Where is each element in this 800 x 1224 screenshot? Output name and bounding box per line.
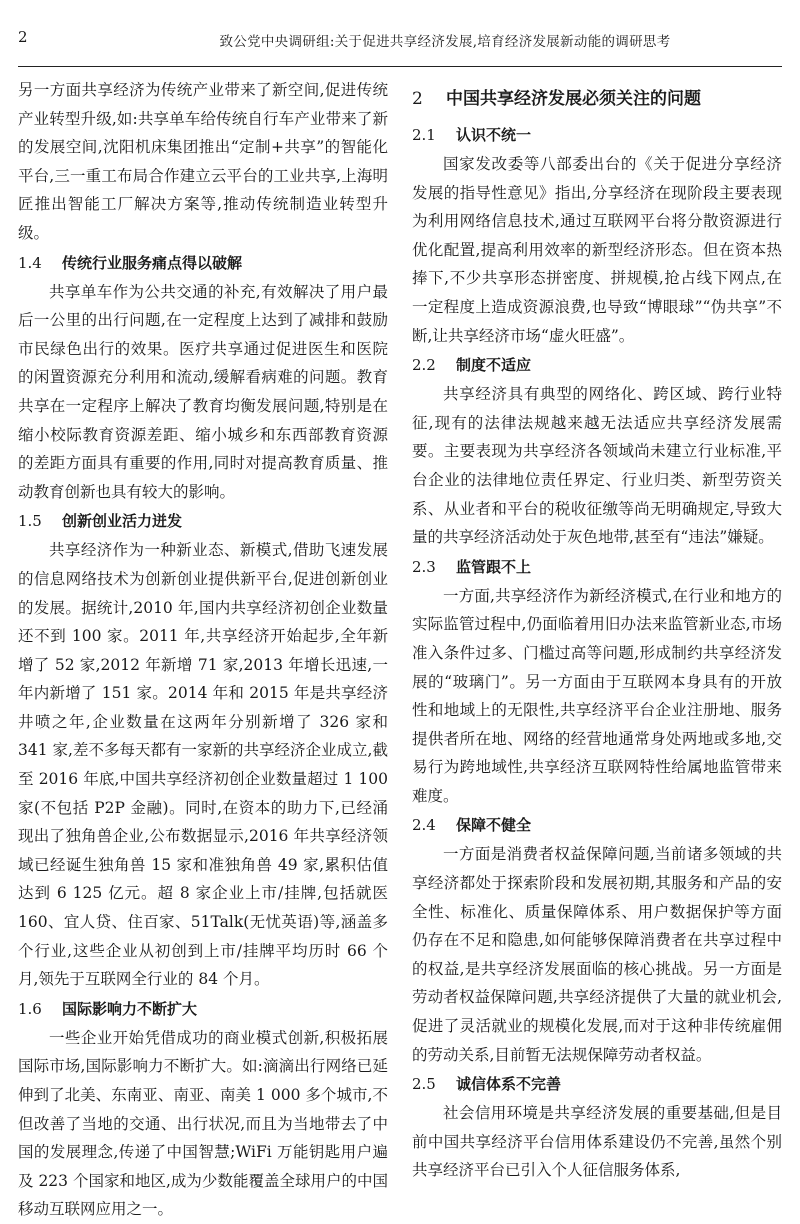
page-number: 2 xyxy=(18,28,28,46)
section-title: 传统行业服务痛点得以破解 xyxy=(62,253,243,272)
section-number: 2.2 xyxy=(412,356,436,375)
section-1-4-body: 共享单车作为公共交通的补充,有效解决了用户最后一公里的出行问题,在一定程度上达到了减排和鼓励市民绿色出行的效果。医疗共享通过促进医生和医院的闲置资源充分利用和流动,缓解看病难的问题。教育共享在一定程序上解决了教育均衡发展问题,特别是在缩小校际教育资源差距、缩小城乡和东西部教育资源的差距方面具有重要的作用,同时对提高教育质量、推动教育创新也具有较大的影响。 xyxy=(18,282,388,501)
right-column xyxy=(412,76,782,1185)
section-title: 保障不健全 xyxy=(456,816,532,835)
section-title: 创新创业活力迸发 xyxy=(62,512,183,531)
section-number: 2 xyxy=(412,89,423,109)
section-2-1-heading xyxy=(412,122,782,148)
section-2-3-body: 一方面,共享经济作为新经济模式,在行业和地方的实际监管过程中,仍面临着用旧办法来监管新业态,市场准入条件过多、门槛过高等问题,形成制约共享经济发展的“玻璃门”。另一方面由于互联网本身具有的开放性和地域上的无限性,共享经济平台企业注册地、服务提供者所在地、网络的经营地通常身处两地或多地,交易行为跨地域性,共享经济互联网特性给属地监管带来难度。 xyxy=(412,586,782,805)
running-title: 致公党中央调研组:关于促进共享经济发展,培育经济发展新动能的调研思考 xyxy=(219,34,671,50)
section-title: 中国共享经济发展必须关注的问题 xyxy=(446,89,701,109)
section-number: 2.5 xyxy=(412,1075,436,1094)
section-title: 制度不适应 xyxy=(456,356,532,375)
section-title: 监管跟不上 xyxy=(456,557,532,576)
section-2-1-body: 国家发改委等八部委出台的《关于促进分享经济发展的指导性意见》指出,分享经济在现阶段主要表现为利用网络信息技术,通过互联网平台将分散资源进行优化配置,提高利用效率的新型经济形态。但在资本热捧下,不少共享形态拼密度、拼规模,抢占线下网点,在一定程度上造成资源浪费,也导致“博眼球”“伪共享”不断,让共享经济市场“虚火旺盛”。 xyxy=(412,155,782,345)
section-title: 国际影响力不断扩大 xyxy=(62,999,198,1018)
running-header xyxy=(18,26,782,67)
section-number: 1.6 xyxy=(18,999,42,1018)
section-1-5-heading xyxy=(18,508,388,534)
section-1-4-heading xyxy=(18,250,388,276)
section-number: 2.3 xyxy=(412,557,436,576)
section-2-5-body: 社会信用环境是共享经济发展的重要基础,但是目前中国共享经济平台信用体系建设仍不完善,虽然个别共享经济平台已引入个人征信服务体系, xyxy=(412,1104,782,1180)
section-1-5-body: 共享经济作为一种新业态、新模式,借助飞速发展的信息网络技术为创新创业提供新平台,促进创新创业的发展。据统计,2010 年,国内共享经济初创企业数量还不到 100 家。2011 年,共享经济开始起步,全年新增了 52 家,2012 年新增 71 家,2013 年增长迅速,一年内新增了 151 家。2014 年和 2015 年是共享经济井喷之年,企业数量在这两年分别新增了 326 家和 341 家,差不多每天都有一家新的共享经济企业成立,截至 2016 年底,中国共享经济初创企业数量超过 1 100 家(不包括 P2P 金融)。同时,在资本的助力下,已经涌现出了独角兽企业,公布数据显示,2016 年共享经济领域已经诞生独角兽 15 家和准独角兽 49 家,累积估值达到 6 125 亿元。超 8 家企业上市/挂牌,包括就医 160、宜人贷、住百家、51Talk(无忧英语)等,涵盖多个行业,这些企业从初创到上市/挂牌平均历时 66 个月,领先于互联网全行业的 84 个月。 xyxy=(18,541,388,989)
section-number: 2.1 xyxy=(412,126,436,144)
intro-paragraph: 另一方面共享经济为传统产业带来了新空间,促进传统产业转型升级,如:共享单车给传统自行车产业带来了新的发展空间,沈阳机床集团推出“定制+共享”的智能化平台,三一重工布局合作建立云平台的工业共享,上海明匠推出智能工厂解决方案等,推动传统制造业转型升级。 xyxy=(18,81,388,242)
section-2-5-heading xyxy=(412,1071,782,1097)
section-2-heading xyxy=(412,86,782,112)
section-number: 2.4 xyxy=(412,816,436,835)
section-2-3-heading xyxy=(412,554,782,580)
section-2-4-body: 一方面是消费者权益保障问题,当前诸多领域的共享经济都处于探索阶段和发展初期,其服务和产品的安全性、标准化、质量保障体系、用户数据保护等方面仍存在不足和隐患,如何能够保障消费者在共享过程中的权益,是共享经济发展面临的核心挑战。另一方面是劳动者权益保障问题,共享经济提供了大量的就业机会,促进了灵活就业的规模化发展,而对于这种非传统雇佣的劳动关系,目前暂无法规保障劳动者权益。 xyxy=(412,845,782,1064)
section-number: 1.4 xyxy=(18,253,42,272)
section-1-6-body: 一些企业开始凭借成功的商业模式创新,积极拓展国际市场,国际影响力不断扩大。如:滴滴出行网络已延伸到了北美、东南亚、南亚、南美 1 000 多个城市,不但改善了当地的交通、出行状况,而且为当地带去了中国的发展理念,传递了中国智慧;WiFi 万能钥匙用户遍及 223 个国家和地区,成为少数能覆盖全球用户的中国移动互联网应用之一。 xyxy=(18,1028,388,1219)
section-2-4-heading xyxy=(412,812,782,838)
section-2-2-heading xyxy=(412,352,782,378)
section-number: 1.5 xyxy=(18,512,42,531)
section-title: 认识不统一 xyxy=(456,126,532,144)
section-1-6-heading xyxy=(18,996,388,1022)
section-title: 诚信体系不完善 xyxy=(456,1075,562,1094)
section-2-2-body: 共享经济具有典型的网络化、跨区域、跨行业特征,现有的法律法规越来越无法适应共享经济发展需要。主要表现为共享经济各领域尚未建立行业标准,平台企业的法律地位责任界定、行业归类、新型劳资关系、从业者和平台的税收征缴等尚无明确规定,导致大量的共享经济活动处于灰色地带,甚至有“违法”嫌疑。 xyxy=(412,385,782,547)
left-column xyxy=(18,76,388,1224)
